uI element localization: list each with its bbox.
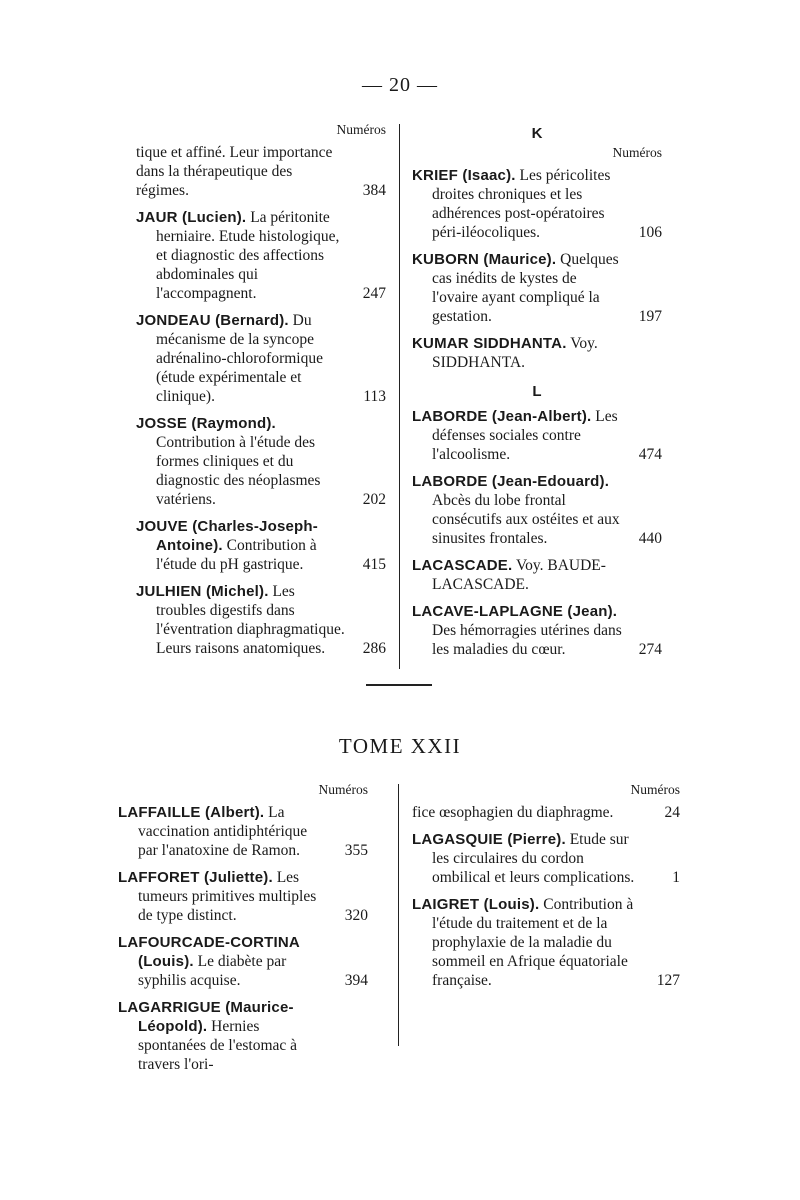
- author-name: KUMAR SIDDHANTA.: [412, 335, 567, 352]
- index-entry: [412, 830, 680, 887]
- thesis-title: La vaccination antidiphtérique par l'anatoxine de Ramon.: [138, 804, 308, 859]
- thesis-number: 415: [362, 556, 386, 573]
- entry-text: [136, 208, 386, 303]
- author-name: LAGASQUIE (Pierre).: [412, 831, 566, 848]
- thesis-title: Contribution à l'étude des formes cliniques et du diagnostic des néoplasmes vatériens.: [156, 434, 321, 508]
- author-name: LAFFORET (Juliette).: [118, 869, 273, 886]
- author-name: LACASCADE.: [412, 557, 513, 574]
- thesis-number: 1: [672, 869, 680, 886]
- column-divider-top: [399, 124, 400, 669]
- author-name: JONDEAU (Bernard).: [136, 312, 289, 329]
- top-right-column: [412, 120, 662, 667]
- bottom-left-column: [118, 780, 368, 1082]
- entry-text: [118, 803, 368, 860]
- thesis-title: Les péricolites droites chroniques et les adhérences post-opératoires péri-iléocoliques.: [432, 167, 611, 241]
- thesis-number: 113: [363, 388, 386, 405]
- entry-list: [412, 803, 680, 990]
- thesis-title: Contribution à l'étude du traitement et de la prophylaxie de la maladie du sommeil en Afrique équatoriale française.: [432, 896, 634, 989]
- entry-list: [412, 166, 662, 372]
- author-name: JOUVE (Charles-Joseph-Antoine).: [136, 518, 318, 554]
- thesis-number: 24: [664, 804, 680, 821]
- entry-text: [412, 602, 662, 659]
- index-entry: [118, 998, 368, 1074]
- entry-text: [412, 830, 680, 887]
- index-entry: [412, 407, 662, 464]
- index-entry: [136, 517, 386, 574]
- thesis-title: fice œsophagien du diaphragme.: [412, 804, 614, 821]
- author-name: KUBORN (Maurice).: [412, 251, 557, 268]
- author-name: JAUR (Lucien).: [136, 209, 247, 226]
- thesis-number: 394: [344, 972, 368, 989]
- index-entry: [118, 933, 368, 990]
- page-number: — 20 —: [362, 74, 438, 96]
- author-name: LAIGRET (Louis).: [412, 896, 540, 913]
- thesis-number: 202: [362, 491, 386, 508]
- entry-text: [412, 895, 680, 990]
- index-entry: [412, 472, 662, 548]
- author-name: LAGARRIGUE (Maurice-Léopold).: [118, 999, 294, 1035]
- index-entry: [136, 208, 386, 303]
- entry-text: [412, 556, 662, 594]
- thesis-title: La péritonite herniaire. Etude histologique, et diagnostic des affections abdominales qui l'accompagnent.: [156, 209, 340, 302]
- thesis-number: 474: [638, 446, 662, 463]
- index-entry: [412, 602, 662, 659]
- thesis-title: Hernies spontanées de l'estomac à travers l'ori-: [138, 1018, 298, 1073]
- entry-list: [412, 407, 662, 659]
- index-entry: [412, 250, 662, 326]
- numeros-header: Numéros: [630, 782, 680, 797]
- thesis-title: Etude sur les circulaires du cordon ombilical et leurs complications.: [432, 831, 635, 886]
- index-entry: [136, 143, 386, 200]
- entry-text: [412, 166, 662, 242]
- entry-text: [118, 998, 368, 1074]
- author-name: JULHIEN (Michel).: [136, 583, 269, 600]
- column-divider-bottom: [398, 784, 399, 1046]
- numeros-header: Numéros: [336, 122, 386, 137]
- entry-text: [118, 933, 368, 990]
- thesis-number: 106: [638, 224, 662, 241]
- thesis-title: Abcès du lobe frontal consécutifs aux ostéites et aux sinusites frontales.: [432, 492, 620, 547]
- index-entry: [412, 334, 662, 372]
- entry-text: [412, 472, 662, 548]
- numeros-header: Numéros: [318, 782, 368, 797]
- thesis-number: 355: [344, 842, 368, 859]
- thesis-title: Contribution à l'étude du pH gastrique.: [156, 537, 317, 573]
- thesis-number: 127: [656, 972, 680, 989]
- index-entry: [412, 166, 662, 242]
- author-name: LABORDE (Jean-Edouard).: [412, 473, 610, 490]
- author-name: LABORDE (Jean-Albert).: [412, 408, 592, 425]
- entry-text: [118, 868, 368, 925]
- thesis-title: Du mécanisme de la syncope adrénalino-chloroformique (étude expérimentale et clinique).: [156, 312, 323, 405]
- entry-text: [136, 582, 386, 658]
- entry-text: [412, 250, 662, 326]
- entry-text: [412, 803, 680, 822]
- author-name: JOSSE (Raymond).: [136, 415, 276, 432]
- index-entry: [136, 414, 386, 509]
- section-letter-l: L: [532, 383, 542, 400]
- thesis-number: 440: [638, 530, 662, 547]
- section-separator-rule: [366, 684, 432, 686]
- entry-text: [136, 517, 386, 574]
- entry-text: [412, 334, 662, 372]
- entry-text: [136, 143, 386, 200]
- entry-list: [118, 803, 368, 1074]
- thesis-title: Des hémorragies utérines dans les maladies du cœur.: [432, 622, 622, 658]
- entry-list: [136, 143, 386, 658]
- section-letter-k: K: [531, 125, 543, 142]
- thesis-title: Le diabète par syphilis acquise.: [138, 953, 287, 989]
- index-entry: [412, 803, 680, 822]
- entry-text: [136, 311, 386, 406]
- entry-text: [136, 414, 386, 509]
- thesis-number: 247: [362, 285, 386, 302]
- numeros-header: Numéros: [612, 145, 662, 160]
- author-name: LAFFAILLE (Albert).: [118, 804, 265, 821]
- index-entry: [118, 803, 368, 860]
- thesis-number: 197: [638, 308, 662, 325]
- index-entry: [136, 582, 386, 658]
- thesis-title: Les défenses sociales contre l'alcoolisme.: [432, 408, 618, 463]
- author-name: LACAVE-LAPLAGNE (Jean).: [412, 603, 618, 620]
- index-entry: [136, 311, 386, 406]
- thesis-number: 286: [362, 640, 386, 657]
- thesis-title: Les troubles digestifs dans l'éventration diaphragmatique. Leurs raisons anatomiques.: [156, 583, 345, 657]
- author-name: KRIEF (Isaac).: [412, 167, 516, 184]
- index-entry: [412, 556, 662, 594]
- thesis-title: Quelques cas inédits de kystes de l'ovaire ayant compliqué la gestation.: [432, 251, 619, 325]
- thesis-title: Les tumeurs primitives multiples de type distinct.: [138, 869, 317, 924]
- thesis-number: 384: [362, 182, 386, 199]
- entry-text: [412, 407, 662, 464]
- tome-heading: TOME XXII: [338, 734, 462, 758]
- thesis-number: 274: [638, 641, 662, 658]
- thesis-title: Voy. SIDDHANTA.: [432, 335, 598, 371]
- author-name: LAFOURCADE-CORTINA (Louis).: [118, 934, 300, 970]
- top-left-column: [136, 120, 386, 666]
- index-entry: [412, 895, 680, 990]
- thesis-title: tique et affiné. Leur importance dans la thérapeutique des régimes.: [136, 144, 333, 199]
- bottom-right-column: [412, 780, 680, 998]
- thesis-title: Voy. BAUDE-LACASCADE.: [432, 557, 606, 593]
- thesis-number: 320: [344, 907, 368, 924]
- index-entry: [118, 868, 368, 925]
